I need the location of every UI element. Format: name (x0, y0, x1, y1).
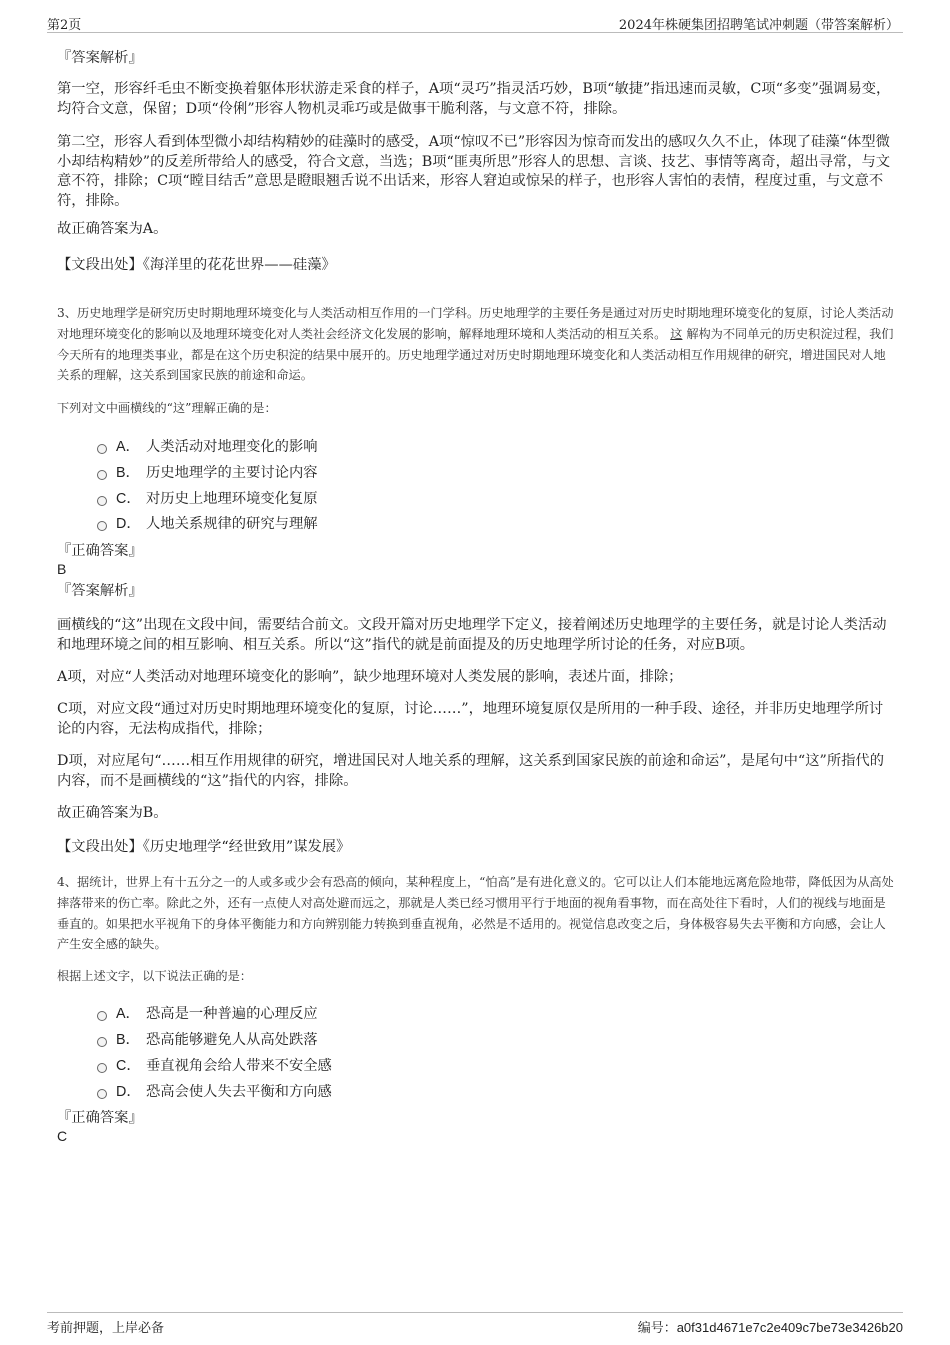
q2-analysis-para2: 第二空，形容人看到体型微小却结构精妙的硅藻时的感受，A项“惊叹不已”形容因为惊奇而发出的感叹久久不止，体现了硅藻“体型微小却结构精妙”的反差所带给人的感受，符合文意，当选；B项“匪夷所思”形容人的思想、言谈、技艺、事情等离奇，超出寻常，与文意不符，排除；C项“瞠目结舌”意思是瞪眼翘舌说不出话来，形容人窘迫或惊呆的样子，也形容人害怕的表情，程度过重，与文意不符，排除。 (57, 134, 891, 209)
radio-icon[interactable] (97, 521, 107, 531)
q3-option-d[interactable]: D． 人地关系规律的研究与理解 (97, 513, 318, 533)
q2-source: 【文段出处】《海洋里的花花世界——硅藻》 (57, 257, 336, 273)
radio-icon[interactable] (97, 1089, 107, 1099)
q3-source: 【文段出处】《历史地理学“经世致用”谋发展》 (57, 839, 351, 855)
radio-icon[interactable] (97, 1011, 107, 1021)
radio-icon[interactable] (97, 1063, 107, 1073)
q4-option-a[interactable]: A． 恐高是一种普遍的心理反应 (97, 1003, 318, 1023)
q3-option-b[interactable]: B． 历史地理学的主要讨论内容 (97, 462, 318, 482)
q4-question: 根据上述文字，以下说法正确的是： (57, 969, 252, 983)
radio-icon[interactable] (97, 496, 107, 506)
footer-slogan: 考前押题，上岸必备 (47, 1321, 165, 1336)
radio-icon[interactable] (97, 470, 107, 480)
q2-conclusion: 故正确答案为A。 (57, 221, 168, 237)
q4-option-c[interactable]: C． 垂直视角会给人带来不安全感 (97, 1055, 332, 1075)
q3-underlined-word: 这 (670, 326, 683, 341)
q4-option-b[interactable]: B． 恐高能够避免人从高处跌落 (97, 1029, 318, 1049)
q3-conclusion: 故正确答案为B。 (57, 805, 168, 821)
radio-icon[interactable] (97, 1037, 107, 1047)
page-footer (47, 1312, 903, 1335)
q4-correct-heading: 『正确答案』 (57, 1110, 143, 1126)
q2-analysis-heading: 『答案解析』 (57, 50, 143, 66)
q3-correct-answer: B (57, 561, 67, 577)
q3-passage-after: 解构为不同单元的历史积淀过程，我们今天所有的地理类事业，都是在这个历史积淀的结果中展开的。历史地理学通过对历史时期地理环境变化和人类活动相互作用规律的研究，增进国民对人地关系的理解，这关系到国家民族的前途和命运。 (57, 326, 894, 383)
page-header (47, 14, 903, 33)
q3-analysis-para2: A项，对应“人类活动对地理环境变化的影响”，缺少地理环境对人类发展的影响，表述片面，排除； (57, 669, 683, 685)
q3-correct-heading: 『正确答案』 (57, 543, 143, 559)
q3-passage-before: 3、历史地理学是研究历史时期地理环境变化与人类活动相互作用的一门学科。历史地理学的主要任务是通过对历史时期地理环境变化的复原，讨论人类活动对地理环境变化的影响以及地理环境变化对人类社会经济文化发展的影响，解释地理环境和人类活动的相互关系。 (57, 306, 894, 341)
q4-option-d[interactable]: D． 恐高会使人失去平衡和方向感 (97, 1081, 332, 1101)
document-code: 编号：a0f31d4671e7c2e409c7be73e3426b20 (637, 1320, 903, 1335)
radio-icon[interactable] (97, 444, 107, 454)
q3-analysis-para1: 画横线的“这”出现在文段中间，需要结合前文。文段开篇对历史地理学下定义，接着阐述历史地理学的主要任务，就是讨论人类活动和地理环境之间的相互影响、相互关系。所以“这”指代的就是前面提及的历史地理学所讨论的任务，对应B项。 (57, 617, 887, 653)
q4-correct-answer: C (57, 1128, 68, 1144)
q3-analysis-heading: 『答案解析』 (57, 583, 143, 599)
q2-analysis-para1: 第一空，形容纤毛虫不断变换着躯体形状游走采食的样子，A项“灵巧”指灵活巧妙，B项“敏捷”指迅速而灵敏，C项“多变”强调易变，均符合文意，保留；D项“伶俐”形容人物机灵乖巧或是做事干脆利落，与文意不符，排除。 (57, 81, 891, 117)
q3-question: 下列对文中画横线的“这”理解正确的是： (57, 401, 277, 415)
q3-analysis-para3: C项，对应文段“通过对历史时期地理环境变化的复原，讨论……”，地理环境复原仅是所用的一种手段、途径，并非历史地理学所讨论的内容，无法构成指代，排除； (57, 701, 884, 737)
q3-option-c[interactable]: C． 对历史上地理环境变化复原 (97, 488, 318, 508)
document-title: 2024年株硬集团招聘笔试冲刺题（带答案解析） (618, 18, 899, 33)
q3-passage (57, 303, 895, 386)
q3-option-a[interactable]: A． 人类活动对地理变化的影响 (97, 436, 318, 456)
q3-analysis-para4: D项，对应尾句“……相互作用规律的研究，增进国民对人地关系的理解，这关系到国家民族的前途和命运”，是尾句中“这”所指代的内容，而不是画横线的“这”指代的内容，排除。 (57, 753, 885, 789)
q4-passage: 4、据统计，世界上有十五分之一的人或多或少会有恐高的倾向，某种程度上，“怕高”是有进化意义的。它可以让人们本能地远离危险地带，降低因为从高处摔落带来的伤亡率。除此之外，还有一点使人对高处避而远之，那就是人类已经习惯用平行于地面的视角看事物，而在高处往下看时，人们的视线与地面是垂直的。如果把水平视角下的身体平衡能力和方向辨别能力转换到垂直视角，必然是不适用的。视觉信息改变之后，身体极容易失去平衡和方向感，会让人产生安全感的缺失。 (57, 875, 894, 952)
page-number: 第2页 (47, 18, 82, 33)
